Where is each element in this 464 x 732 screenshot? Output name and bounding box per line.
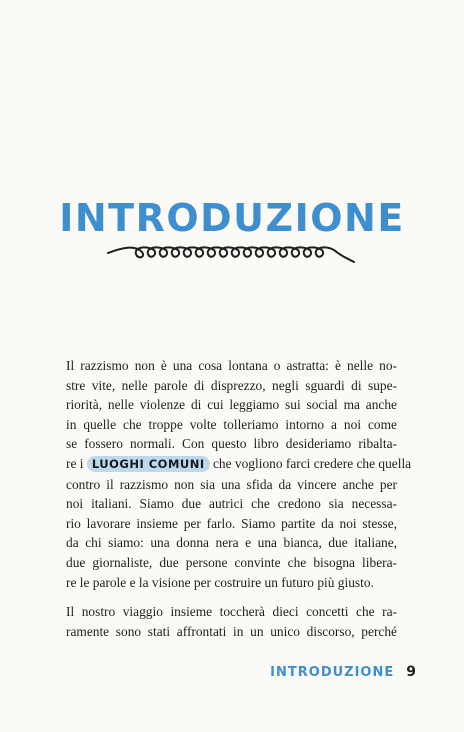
page-number: 9 [406,664,416,680]
text-line: riorità, nelle violenze di cui leggiamo sui social ma anche [66,397,397,413]
text-line: re le parole e la visione per costruire un futuro più giusto. [66,574,374,590]
text-line: stre vite, nelle parole di disprezzo, negli sguardi di supe- [66,377,397,393]
text-line: noi italiani. Siamo due autrici che credono sia necessa- [66,496,397,512]
text-line: rio lavorare insieme per farlo. Siamo partite da noi stesse, [66,515,397,531]
paragraph-1 [66,356,412,592]
text-fragment: re i [66,455,84,471]
text-fragment: che vogliono farci credere che quella [212,455,412,471]
text-line: Il razzismo non è una cosa lontana o astratta: è nelle no- [66,358,397,373]
page-footer [270,664,416,680]
text-line: due giornaliste, due persone convinte che bisogna libera- [66,554,397,570]
running-footer-title: INTRODUZIONE [270,665,395,680]
chapter-title: INTRODUZIONE [59,196,405,240]
text-line: contro il razzismo non sia una sfida da vincere anche per [66,476,397,492]
text-line: Il nostro viaggio insieme toccherà dieci concetti che ra- [66,604,397,619]
text-line: ramente sono stati affrontati in un unico discorso, perché [66,623,397,639]
text-line: se fossero normali. Con questo libro desideriamo ribalta- [66,436,397,452]
paragraph-2 [66,602,397,641]
highlighted-keyword: LUOGHI COMUNI [87,456,210,472]
text-line: da chi siamo: una donna nera e una bianca, due italiane, [66,535,397,551]
squiggle-decoration [106,240,356,266]
text-line-highlighted [66,454,412,475]
text-line: in quelle che troppe volte tolleriamo intorno a noi come [66,416,397,432]
